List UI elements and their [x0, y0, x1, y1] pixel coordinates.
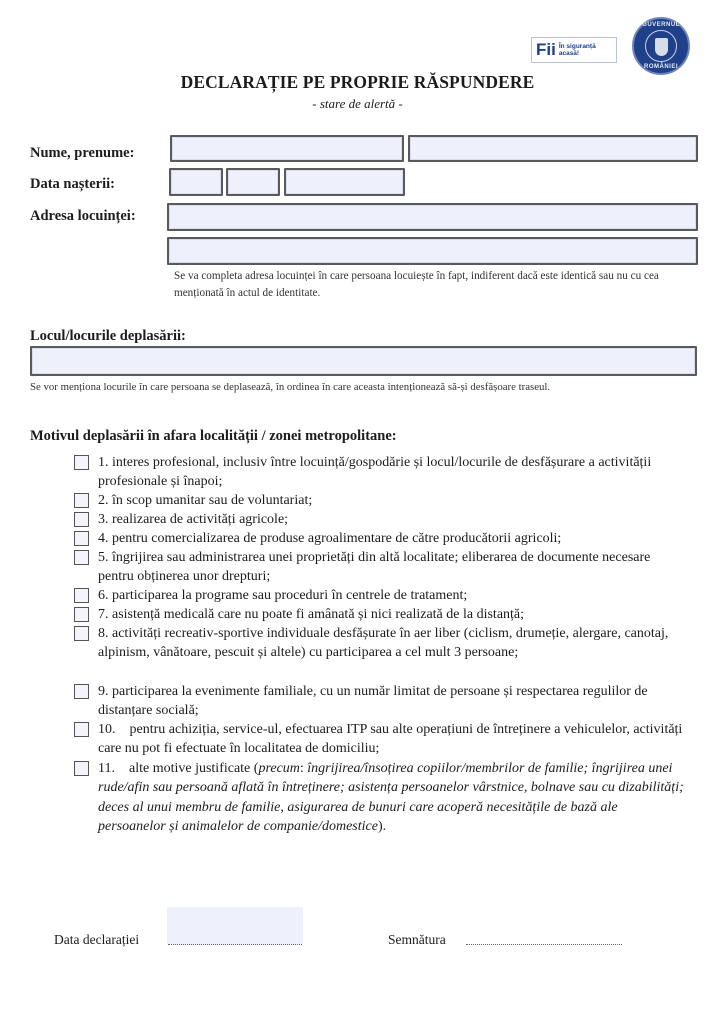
reason-item-3[interactable]: 3. realizarea de activități agricole;	[74, 510, 684, 529]
badge-subtext: În siguranță acasă!	[558, 43, 596, 57]
checkbox[interactable]	[74, 455, 89, 470]
checkbox[interactable]	[74, 493, 89, 508]
page-title: DECLARAȚIE PE PROPRIE RĂSPUNDERE	[180, 72, 535, 92]
reason-item-8[interactable]: 8. activități recreativ-sportive individuale desfășurate în aer liber (ciclism, drumeție, alergare, canotaj, alpinism, vânătoare, pescuit și altele) cu participarea a cel mult 3 persoane;	[74, 624, 684, 663]
checkbox[interactable]	[74, 512, 89, 527]
reason-item-7[interactable]: 7. asistență medicală care nu poate fi amânată și nici realizată de la distanță;	[74, 605, 684, 624]
government-logo-icon: GUVERNUL ROMÂNIEI	[632, 17, 690, 75]
checkbox[interactable]	[74, 626, 89, 641]
birth-day-field[interactable]	[169, 168, 223, 196]
reason-item-9[interactable]: 9. participarea la evenimente familiale, cu un număr limitat de persoane și respectarea regulilor de distanțare socială;	[74, 682, 684, 721]
address-label: Adresa locuinței:	[30, 208, 136, 224]
declaration-date-line	[168, 944, 302, 945]
checkbox[interactable]	[74, 722, 89, 737]
birth-date-label: Data nașterii:	[30, 176, 115, 192]
signature-label: Semnătura	[388, 932, 446, 947]
first-name-field[interactable]	[408, 135, 698, 162]
coat-of-arms-icon	[655, 38, 668, 56]
places-label: Locul/locurile deplasării:	[30, 328, 186, 344]
reason-item-6[interactable]: 6. participarea la programe sau proceduri în centrele de tratament;	[74, 586, 684, 605]
checkbox[interactable]	[74, 684, 89, 699]
address-note: Se va completa adresa locuinței în care persoana locuiește în fapt, indiferent dacă este identică sau nu cu cea menționată în actul de identitate.	[174, 270, 659, 299]
badge-fii-text: Fii	[536, 40, 556, 59]
checkbox[interactable]	[74, 607, 89, 622]
checkbox[interactable]	[74, 761, 89, 776]
reason-item-2[interactable]: 2. în scop umanitar sau de voluntariat;	[74, 491, 684, 510]
places-note: Se vor menționa locurile în care persoana se deplasează, în ordinea în care aceasta intenționează să-și desfășoare traseul.	[30, 381, 551, 393]
reason-item-11[interactable]: 11. alte motive justificate (precum: îngrijirea/însoțirea copiilor/membrilor de familie; îngrijirea unei rude/afin sau persoană aflată în întreținere; asistența persoanelor vârstnice, bolnave sau cu dizabilități; deces al unui membru de familie, asigurarea de bunuri care acoperă necesitățile de bază ale persoanelor și animalelor de companie/domestice).	[74, 759, 684, 837]
checkbox[interactable]	[74, 550, 89, 565]
signature-line[interactable]	[466, 944, 622, 945]
page-subtitle: - stare de alertă -	[312, 96, 403, 111]
places-field[interactable]	[30, 346, 697, 376]
fii-in-siguranta-badge	[531, 37, 617, 63]
checkbox[interactable]	[74, 588, 89, 603]
last-name-field[interactable]	[170, 135, 404, 162]
checkbox[interactable]	[74, 531, 89, 546]
address-line2-field[interactable]	[167, 237, 698, 265]
reason-item-5[interactable]: 5. îngrijirea sau administrarea unei proprietăți din altă localitate; eliberarea de documente necesare pentru obținerea unor drepturi;	[74, 548, 684, 587]
birth-year-field[interactable]	[284, 168, 405, 196]
name-label: Nume, prenume:	[30, 145, 135, 161]
reason-item-4[interactable]: 4. pentru comercializarea de produse agroalimentare de către producătorii agricoli;	[74, 529, 684, 548]
birth-month-field[interactable]	[226, 168, 280, 196]
reason-item-1[interactable]: 1. interes profesional, inclusiv între locuință/gospodărie și locul/locurile de desfășurare a activității profesionale și înapoi;	[74, 453, 684, 492]
declaration-date-label: Data declarației	[54, 932, 140, 947]
address-line1-field[interactable]	[167, 203, 698, 231]
declaration-date-field[interactable]	[167, 907, 303, 945]
reasons-heading: Motivul deplasării în afara localității / zonei metropolitane:	[30, 428, 397, 444]
reason-item-10[interactable]: 10. pentru achiziția, service-ul, efectuarea ITP sau alte operațiuni de întreținere a vehiculelor, activități care nu pot fi efectuate în localitatea de domiciliu;	[74, 720, 684, 759]
